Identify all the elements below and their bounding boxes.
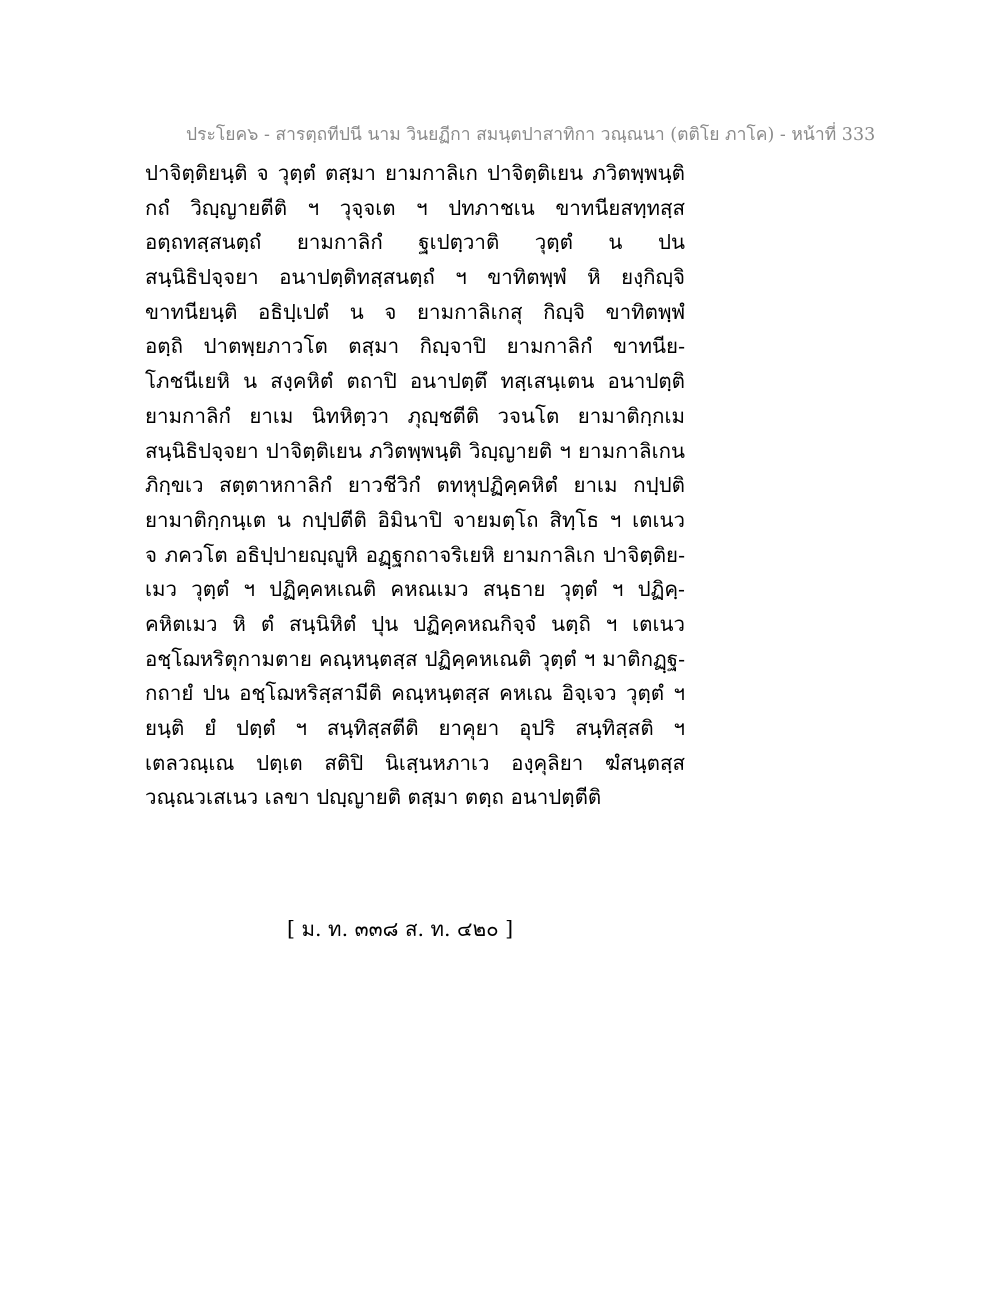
text-line: จ ภควโต อธิปฺปายญฺญูหิ อฏฺฐกถาจริเยหิ ยามกาลิเก ปาจิตฺติย- [145, 542, 685, 567]
page-header: ประโยค๖ - สารตฺถทีปนี นาม วินยฏีกา สมนฺตปาสาทิกา วณฺณนา (ตติโย ภาโค) - หน้าที่ 333 [186, 125, 876, 145]
text-line: ยามกาลิกํ ยาเม นิทหิตฺวา ภุญฺชตีติ วจนโต ยามาติกฺกเม [145, 403, 685, 428]
text-line: อตฺถิ ปาตพฺยภาวโต ตสฺมา กิญฺจาปิ ยามกาลิกํ ขาทนีย- [145, 334, 685, 359]
text-line: ภิกฺขเว สตฺตาหกาลิกํ ยาวชีวิกํ ตทหุปฏิคฺคหิตํ ยาเม กปฺปติ [145, 473, 685, 498]
text-line: อชฺโฌหริตุกามตาย คณฺหนฺตสฺส ปฏิคฺคหเณติ วุตฺตํ ฯ มาติกฏฺฐ- [145, 646, 685, 671]
body-text [145, 156, 685, 815]
text-line: คหิตเมว หิ ตํ สนฺนิหิตํ ปุน ปฏิคฺคหณกิจฺจํ นตฺถิ ฯ เตเนว [145, 611, 685, 636]
text-line: เตลวณฺเณ ปตฺเต สติปิ นิเสฺนหภาเว องฺคุลิยา ฆํสนฺตสฺส [145, 750, 685, 775]
text-line: ยามาติกฺกนฺเต น กปฺปตีติ อิมินาปิ จายมตฺโถ สิทฺโธ ฯ เตเนว [145, 507, 685, 532]
text-line: ยนฺติ ยํ ปตฺตํ ฯ สนฺทิสฺสตีติ ยาคุยา อุปริ สนฺทิสฺสติ ฯ [145, 716, 685, 740]
text-line: วณฺณวเสเนว เลขา ปญฺญายติ ตสฺมา ตตฺถ อนาปตฺตีติ [145, 785, 602, 810]
text-line: กถายํ ปน อชฺโฌหริสฺสามีติ คณฺหนฺตสฺส คหเณ อิจฺเจว วุตฺตํ ฯ [145, 681, 685, 706]
text-line: เมว วุตฺตํ ฯ ปฏิคฺคหเณติ คหณเมว สนฺธาย วุตฺตํ ฯ ปฏิคฺ- [145, 577, 685, 602]
text-line: กถํ วิญฺญายตีติ ฯ วุจฺจเต ฯ ปทภาชเน ขาทนียสทฺทสฺส [145, 195, 685, 220]
text-line: สนฺนิธิปจฺจยา อนาปตฺติทสฺสนตฺถํ ฯ ขาทิตพฺพํ หิ ยงฺกิญฺจิ [145, 265, 685, 290]
text-line: อตฺถทสฺสนตฺถํ ยามกาลิกํ ฐเปตฺวาติ วุตฺตํ น ปน [145, 230, 685, 255]
text-line: สนฺนิธิปจฺจยา ปาจิตฺติเยน ภวิตพฺพนฺติ วิญฺญายติ ฯ ยามกาลิเกน [145, 438, 685, 463]
text-line: ปาจิตฺติยนฺติ จ วุตฺตํ ตสฺมา ยามกาลิเก ปาจิตฺติเยน ภวิตพฺพนฺติ [145, 161, 685, 185]
text-line: โภชนีเยหิ น สงฺคหิตํ ตถาปิ อนาปตฺตึ ทสฺเสนฺเตน อนาปตฺติ [145, 369, 685, 394]
page-reference: [ ม. ท. ๓๓๘ ส. ท. ๔๒๐ ] [287, 917, 514, 941]
text-line: ขาทนียนฺติ อธิปฺเปตํ น จ ยามกาลิเกสุ กิญฺจิ ขาทิตพฺพํ [145, 299, 685, 324]
